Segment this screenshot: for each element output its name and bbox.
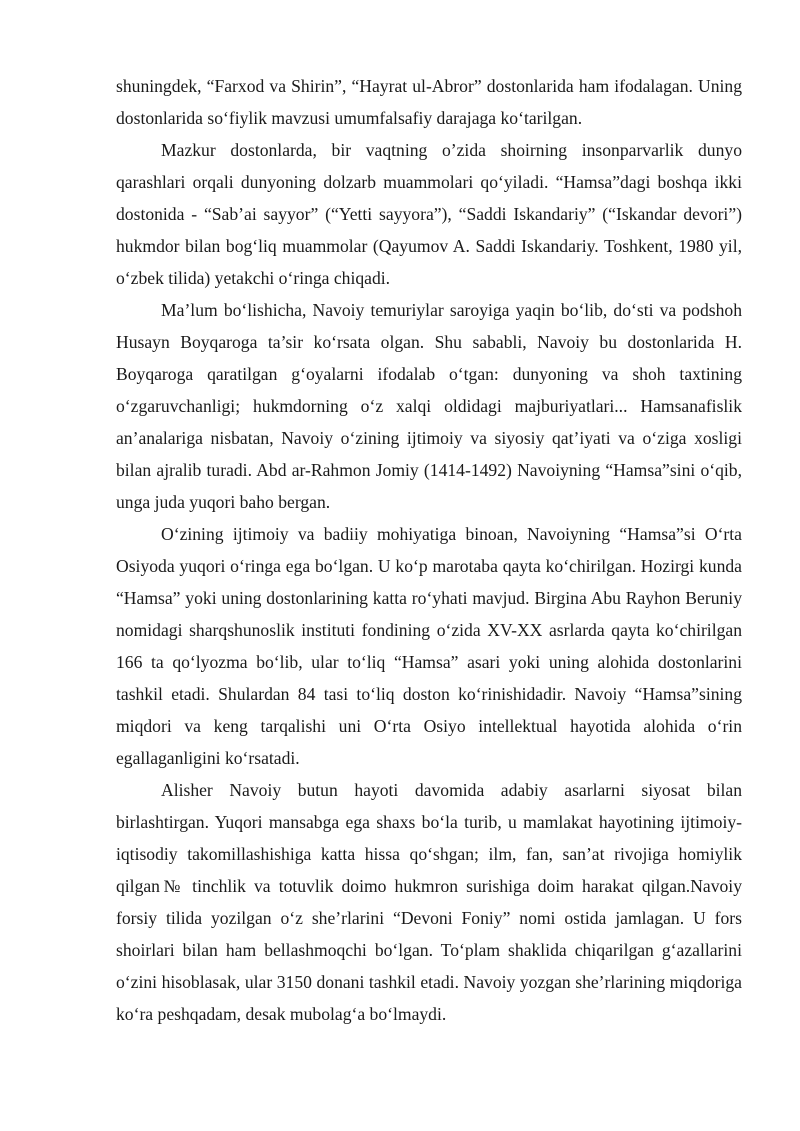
paragraph-alisher: Alisher Navoiy butun hayoti davomida adabiy asarlarni siyosat bilan birlashtirgan. Yuqori mansabga ega shaxs bo‘la turib, u mamlakat hayotining ijtimoiy-iqtisodiy takomillashishiga katta hissa qo‘shgan; ilm, fan, san’at rivojiga homiylik qilgan№ tinchlik va totuvlik doimo hukmron surishiga doim harakat qilgan.Navoiy forsiy tilida yozilgan o‘z she’rlarini “Devoni Foniy” nomi ostida jamlagan. U fors shoirlari bilan ham bellashmoqchi bo‘lgan. To‘plam shaklida chiqarilgan g‘azallarini o‘zini hisoblasak, ular 3150 donani tashkil etadi. Navoiy yozgan she’rlarining miqdoriga ko‘ra peshqadam, desak mubolag‘a bo‘lmaydi. [116,780,742,1024]
document-page [116,70,742,1030]
paragraph-continuation: shuningdek, “Farxod va Shirin”, “Hayrat ul-Abror” dostonlarida ham ifodalagan. Uning dostonlarida so‘fiylik mavzusi umumfalsafiy darajaga ko‘tarilgan. [116,76,742,128]
paragraph-malum: Ma’lum bo‘lishicha, Navoiy temuriylar saroyiga yaqin bo‘lib, do‘sti va podshoh Husayn Boyqaroga ta’sir ko‘rsata olgan. Shu sababli, Navoiy bu dostonlarida H. Boyqaroga qaratilgan g‘oyalarni ifodalab o‘tgan: dunyoning va shoh taxtining o‘zgaruvchanligi; hukmdorning o‘z xalqi oldidagi majburiyatlari... Hamsanafislik an’analariga nisbatan, Navoiy o‘zining ijtimoiy va siyosiy qat’iyati va o‘ziga xosligi bilan ajralib turadi. Abd ar-Rahmon Jomiy (1414-1492) Navoiyning “Hamsa”sini o‘qib, unga juda yuqori baho bergan. [116,300,742,512]
paragraph-ozining: O‘zining ijtimoiy va badiiy mohiyatiga binoan, Navoiyning “Hamsa”si O‘rta Osiyoda yuqori o‘ringa ega bo‘lgan. U ko‘p marotaba qayta ko‘chirilgan. Hozirgi kunda “Hamsa” yoki uning dostonlarining katta ro‘yhati mavjud. Birgina Abu Rayhon Beruniy nomidagi sharqshunoslik instituti fondining o‘zida XV-XX asrlarda qayta ko‘chirilgan 166 ta qo‘lyozma bo‘lib, ular to‘liq “Hamsa” asari yoki uning alohida dostonlarini tashkil etadi. Shulardan 84 tasi to‘liq doston ko‘rinishidadir. Navoiy “Hamsa”sining miqdori va keng tarqalishi uni O‘rta Osiyo intellektual hayotida alohida o‘rin egallaganligini ko‘rsatadi. [116,524,742,768]
paragraph-mazkur: Mazkur dostonlarda, bir vaqtning o’zida shoirning insonparvarlik dunyo qarashlari orqali dunyoning dolzarb muammolari qo‘yiladi. “Hamsa”dagi boshqa ikki dostonida - “Sab’ai sayyor” (“Yetti sayyora”), “Saddi Iskandariy” (“Iskandar devori”) hukmdor bilan bog‘liq muammolar (Qayumov A. Saddi Iskandariy. Toshkent, 1980 yil, o‘zbek tilida) yetakchi o‘ringa chiqadi. [116,140,742,288]
